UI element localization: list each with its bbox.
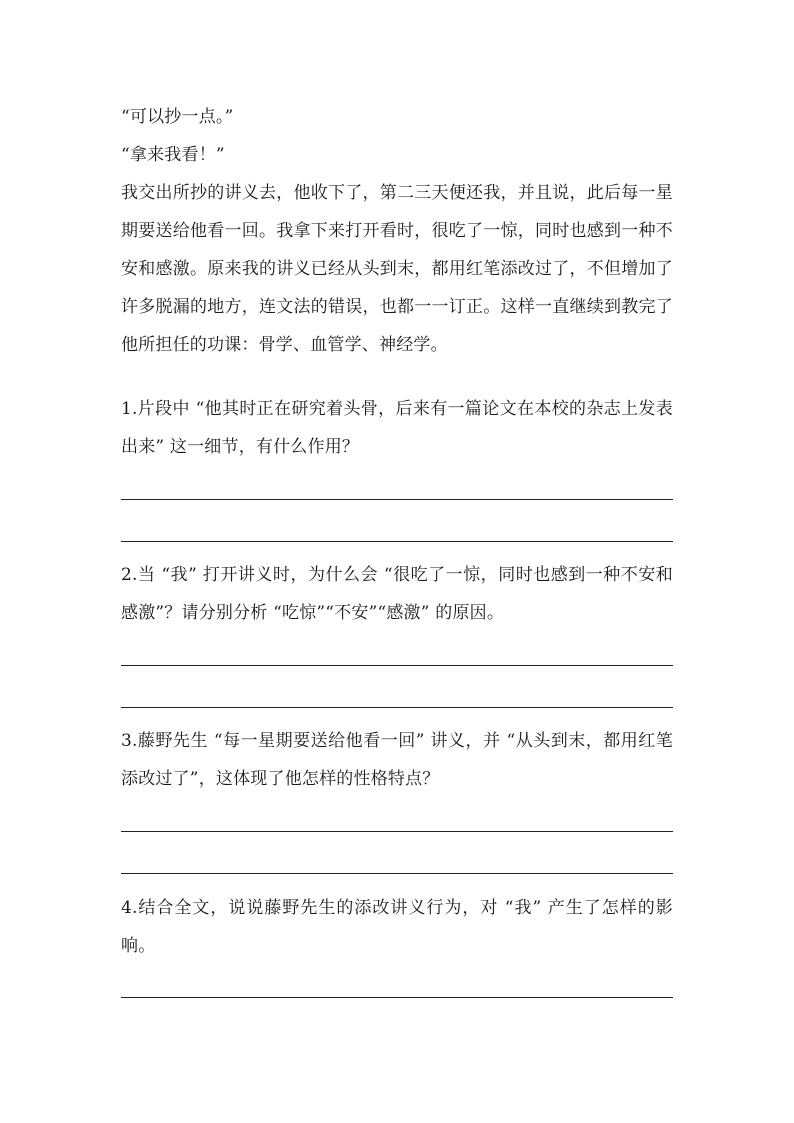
question-3: 3.藤野先生 “每一星期要送给他看一回” 讲义，并 “从头到末，都用红笔添改过了”，这体现了他怎样的性格特点？ (121, 731, 673, 789)
answer-line (121, 831, 673, 832)
answer-line (121, 665, 673, 666)
question-4: 4.结合全文，说说藤野先生的添改讲义行为，对 “我” 产生了怎样的影响。 (121, 898, 673, 956)
question-2: 2.当 “我” 打开讲义时，为什么会 “很吃了一惊，同时也感到一种不安和感激”？请分别分析 “吃惊”“不安”“感激” 的原因。 (121, 565, 673, 623)
passage-paragraph: 我交出所抄的讲义去，他收下了，第二三天便还我，并且说，此后每一星期要送给他看一回。我拿下来打开看时，很吃了一惊，同时也感到一种不安和感激。原来我的讲义已经从头到末，都用红笔添改过了，不但增加了许多脱漏的地方，连文法的错误，也都一一订正。这样一直继续到教完了他所担任的功课：骨学、血管学、神经学。 (121, 183, 673, 355)
dialogue-line-2: “拿来我看！” (121, 145, 225, 165)
answer-line (121, 541, 673, 542)
answer-line (121, 707, 673, 708)
answer-line (121, 499, 673, 500)
answer-line (121, 873, 673, 874)
answer-line (121, 997, 673, 998)
dialogue-line-1: “可以抄一点。” (121, 107, 234, 127)
document-page (121, 98, 673, 956)
question-1: 1.片段中 “他其时正在研究着头骨，后来有一篇论文在本校的杂志上发表出来” 这一细节，有什么作用？ (121, 399, 673, 457)
